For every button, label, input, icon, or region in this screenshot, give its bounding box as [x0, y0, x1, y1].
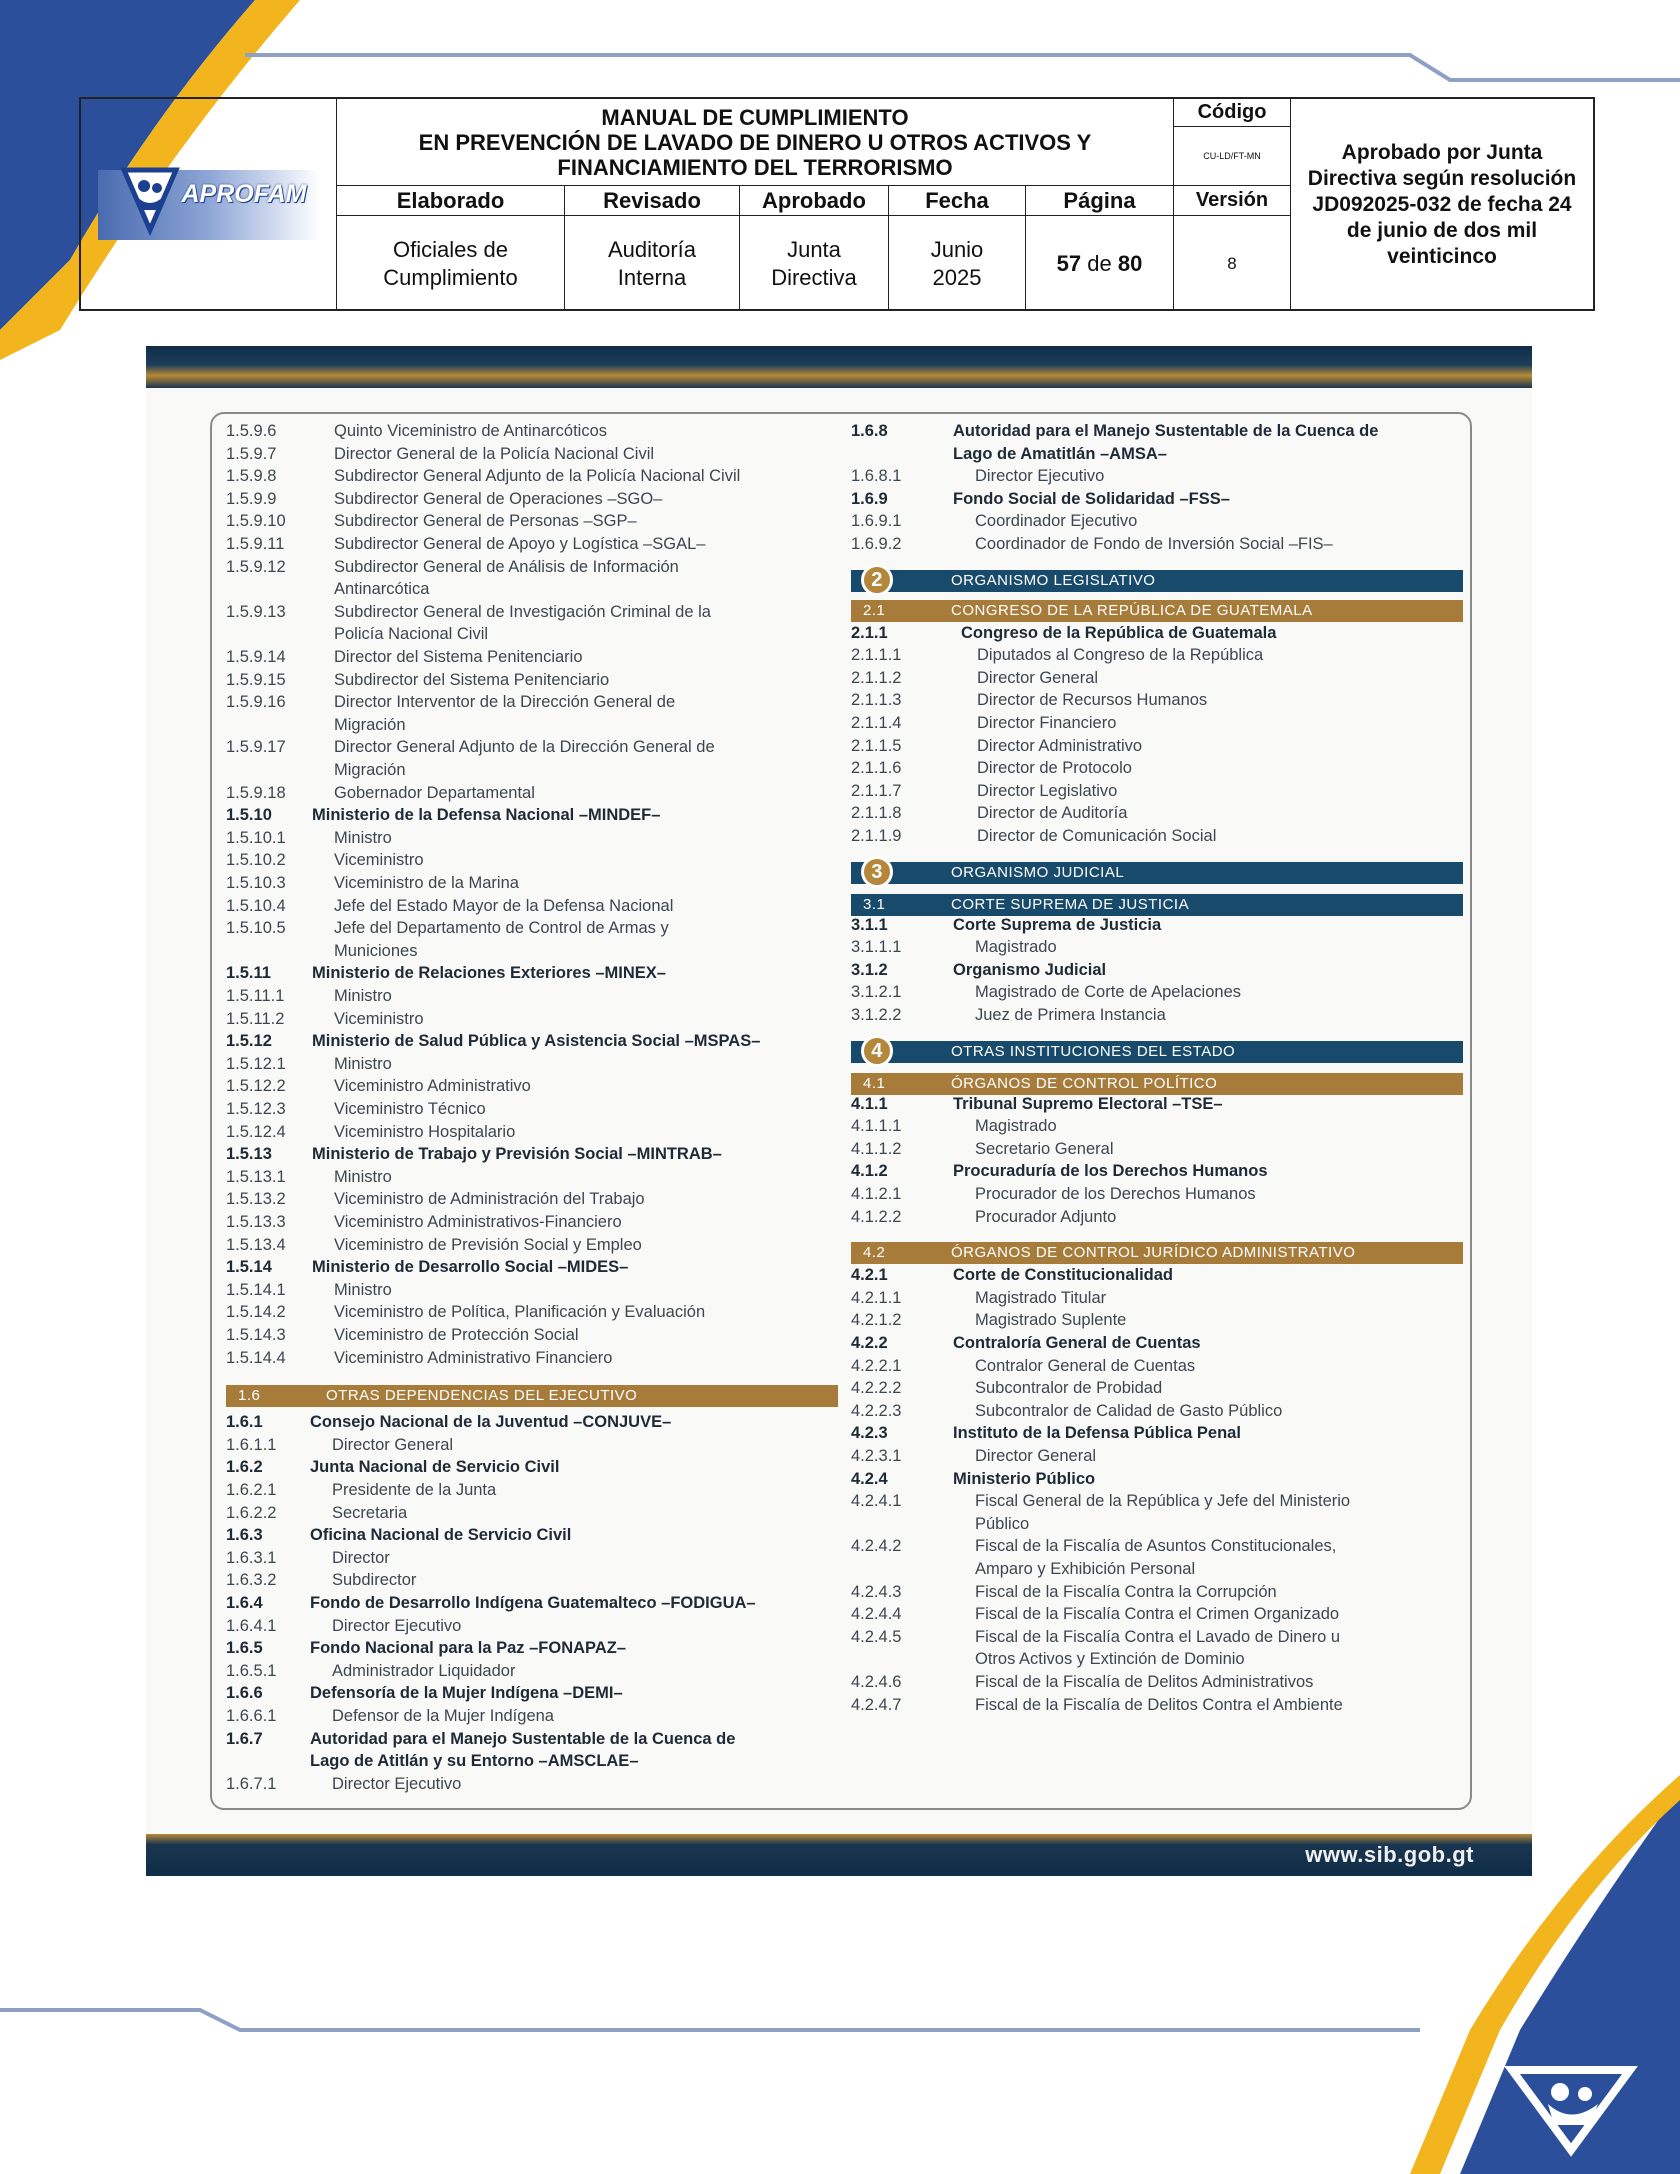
item-text: Director General — [975, 1447, 1097, 1465]
item-text: Procurador Adjunto — [975, 1207, 1117, 1226]
item-number: 1.5.14.1 — [226, 1280, 286, 1299]
version-label: Versión — [1174, 186, 1291, 216]
item-text-continued: Migración — [334, 760, 406, 779]
item-number: 1.5.13.3 — [226, 1213, 286, 1231]
item-number: 3.1.2 — [851, 960, 888, 979]
item-number: 1.5.9.13 — [226, 602, 286, 621]
item-number: 4.1.1.1 — [851, 1117, 902, 1136]
item-number: 4.2.4.5 — [851, 1627, 902, 1646]
item-number: 4.2.1 — [851, 1266, 888, 1285]
item-number: 1.6.7.1 — [226, 1774, 277, 1793]
item-text: Administrador Liquidador — [332, 1661, 516, 1680]
item-text: Subdirector General Adjunto de la Policía Nacional Civil — [334, 467, 741, 486]
item-number: 1.5.10.5 — [226, 919, 286, 938]
section-number: 2.1 — [863, 601, 886, 619]
item-text: Magistrado — [975, 1117, 1057, 1136]
item-number: 1.6.6 — [226, 1684, 263, 1703]
item-number: 4.2.4.4 — [851, 1605, 902, 1624]
item-number: 1.5.12.3 — [226, 1100, 286, 1118]
item-number: 1.6.7 — [226, 1729, 263, 1748]
item-text: Subdirector — [332, 1571, 417, 1590]
item-text: Fiscal de la Fiscalía Contra el Crimen Organizado — [975, 1605, 1340, 1624]
item-text: Director Ejecutivo — [332, 1774, 462, 1793]
item-number: 4.2.1.1 — [851, 1288, 902, 1307]
logo-cell — [81, 99, 337, 311]
right-column — [851, 422, 1461, 1802]
section-number: 1.6 — [238, 1387, 261, 1405]
title-line-2: EN PREVENCIÓN DE LAVADO DE DINERO U OTROS ACTIVOS Y — [418, 129, 1092, 155]
item-text-continued: Otros Activos y Extinción de Dominio — [975, 1650, 1245, 1669]
item-text: Director de Auditoría — [977, 804, 1128, 823]
version-value: 8 — [1174, 216, 1291, 311]
approval-note: Aprobado por Junta Directiva según resolución JD092025-032 de fecha 24 de junio de dos mil veinticinco — [1307, 141, 1577, 268]
item-text: Viceministro de Política, Planificación y Evaluación — [334, 1303, 706, 1322]
item-text: Subdirector General de Operaciones –SGO– — [334, 489, 663, 508]
item-number: 4.2.4.7 — [851, 1695, 902, 1714]
item-text: Secretaria — [332, 1503, 408, 1522]
item-number: 1.6.1 — [226, 1413, 263, 1432]
item-number: 2.1.1.6 — [851, 759, 902, 778]
item-number: 4.2.4 — [851, 1469, 888, 1488]
item-number: 1.5.11 — [226, 964, 271, 983]
item-number: 1.5.13.1 — [226, 1167, 286, 1186]
section-number-badge: 2 — [861, 564, 893, 596]
item-number: 4.2.4.1 — [851, 1492, 902, 1511]
item-text: Procuraduría de los Derechos Humanos — [953, 1162, 1268, 1181]
item-text: Viceministro — [334, 851, 424, 870]
codigo-value: CU-LD/FT-MN — [1174, 127, 1291, 186]
item-text: Fiscal de la Fiscalía de Delitos Contra el Ambiente — [975, 1695, 1343, 1714]
elaborado-value: Oficiales de Cumplimiento — [337, 216, 565, 311]
item-number: 4.1.1 — [851, 1094, 888, 1113]
item-text: Gobernador Departamental — [334, 783, 535, 802]
item-number: 1.5.9.14 — [226, 648, 286, 666]
item-text: Ministerio de Desarrollo Social –MIDES– — [312, 1258, 629, 1277]
item-number: 4.2.4.6 — [851, 1673, 902, 1691]
item-text: Director Legislativo — [977, 781, 1118, 800]
section-title: OTRAS INSTITUCIONES DEL ESTADO — [951, 1042, 1236, 1060]
item-text: Ministerio Público — [953, 1469, 1096, 1488]
item-text: Director Ejecutivo — [332, 1616, 462, 1635]
pagina-value — [1026, 216, 1174, 311]
item-text: Fiscal General de la República y Jefe del Ministerio — [975, 1492, 1351, 1511]
item-text: Diputados al Congreso de la República — [977, 646, 1264, 665]
item-number: 4.2.1.2 — [851, 1311, 902, 1330]
left-column — [226, 422, 826, 1802]
item-text: Magistrado Titular — [975, 1288, 1107, 1307]
item-number: 1.6.4 — [226, 1594, 263, 1612]
item-text: Viceministro de Administración del Trabajo — [334, 1190, 645, 1209]
section-number-badge: 3 — [861, 856, 893, 888]
item-text: Jefe del Departamento de Control de Armas y — [334, 919, 669, 938]
organism-header — [851, 862, 1463, 884]
title-line-1: MANUAL DE CUMPLIMIENTO — [601, 104, 909, 130]
item-number: 1.5.14.2 — [226, 1303, 286, 1322]
item-number: 3.1.1.1 — [851, 938, 902, 957]
document-header — [79, 97, 1595, 311]
item-number: 1.5.13.2 — [226, 1190, 286, 1209]
organism-header — [851, 1041, 1463, 1063]
item-number: 2.1.1.3 — [851, 691, 902, 710]
item-number: 3.1.2.2 — [851, 1006, 902, 1024]
item-number: 1.6.2 — [226, 1458, 263, 1477]
item-number: 4.2.2.2 — [851, 1379, 902, 1398]
item-text: Fiscal de la Fiscalía de Delitos Administrativos — [975, 1673, 1314, 1691]
section-header — [851, 1242, 1463, 1264]
item-text: Ministro — [334, 1167, 392, 1186]
item-number: 3.1.1 — [851, 915, 888, 934]
section-number: 3.1 — [863, 895, 886, 913]
item-text: Viceministro Administrativo Financiero — [334, 1348, 613, 1367]
item-text: Contraloría General de Cuentas — [953, 1334, 1201, 1352]
item-number: 2.1.1.8 — [851, 804, 902, 823]
section-header — [851, 600, 1463, 622]
item-number: 1.6.2.1 — [226, 1481, 277, 1499]
item-number: 1.5.9.15 — [226, 670, 286, 689]
section-header — [851, 1073, 1463, 1095]
item-number: 2.1.1.5 — [851, 736, 902, 755]
item-number: 1.6.2.2 — [226, 1503, 277, 1522]
item-text: Ministerio de la Defensa Nacional –MINDEF– — [312, 806, 661, 825]
item-text: Ministerio de Salud Pública y Asistencia Social –MSPAS– — [312, 1032, 761, 1051]
item-number: 4.2.2.3 — [851, 1401, 902, 1420]
item-number: 1.5.10.2 — [226, 851, 286, 870]
item-text: Autoridad para el Manejo Sustentable de la Cuenca de — [310, 1729, 736, 1748]
item-number: 4.1.2.1 — [851, 1185, 902, 1203]
item-number: 4.2.3.1 — [851, 1447, 902, 1465]
item-text: Junta Nacional de Servicio Civil — [310, 1458, 560, 1477]
item-text: Director Interventor de la Dirección General de — [334, 693, 676, 712]
item-text: Coordinador Ejecutivo — [975, 512, 1138, 531]
item-number: 1.5.14.4 — [226, 1348, 286, 1367]
item-text: Director — [332, 1548, 390, 1567]
organism-header — [851, 570, 1463, 592]
item-text: Secretario General — [975, 1139, 1114, 1158]
item-number: 1.5.11.2 — [226, 1009, 285, 1028]
item-number: 1.5.9.11 — [226, 535, 285, 553]
item-text: Presidente de la Junta — [332, 1481, 497, 1499]
revisado-value: Auditoría Interna — [565, 216, 740, 311]
item-text: Director General — [977, 668, 1099, 687]
item-text: Director del Sistema Penitenciario — [334, 648, 583, 666]
item-text: Ministerio de Trabajo y Previsión Social –MINTRAB– — [312, 1145, 722, 1164]
item-text: Viceministro Administrativos-Financiero — [334, 1213, 622, 1231]
scanned-listing — [146, 346, 1532, 1876]
item-number: 4.2.4.3 — [851, 1582, 902, 1601]
item-number: 1.5.10 — [226, 806, 272, 825]
revisado-label: Revisado — [565, 186, 740, 216]
footer-url: www.sib.gob.gt — [1305, 1842, 1474, 1867]
item-number: 1.5.11.1 — [226, 987, 285, 1005]
item-text: Director Financiero — [977, 714, 1117, 732]
item-number: 4.2.3 — [851, 1424, 888, 1443]
item-number: 1.5.13 — [226, 1145, 272, 1164]
item-text: Instituto de la Defensa Pública Penal — [953, 1424, 1241, 1443]
item-text: Fondo Social de Solidaridad –FSS– — [953, 489, 1230, 508]
item-number: 2.1.1.1 — [851, 646, 902, 665]
item-number: 4.1.2.2 — [851, 1207, 902, 1226]
item-text: Fondo de Desarrollo Indígena Guatemalteco –FODIGUA– — [310, 1594, 756, 1612]
item-text: Subdirector General de Análisis de Información — [334, 557, 679, 576]
item-text: Viceministro de Protección Social — [334, 1326, 579, 1344]
item-text: Congreso de la República de Guatemala — [961, 623, 1277, 642]
item-number: 1.5.9.6 — [226, 422, 277, 440]
section-number-badge: 4 — [861, 1035, 893, 1067]
item-text-continued: Policía Nacional Civil — [334, 625, 489, 644]
item-number: 1.6.9 — [851, 489, 888, 508]
item-number: 1.5.14.3 — [226, 1326, 286, 1344]
section-header — [226, 1385, 838, 1407]
item-text: Viceministro Hospitalario — [334, 1122, 516, 1141]
item-number: 1.5.9.16 — [226, 693, 286, 712]
item-text: Viceministro Administrativo — [334, 1077, 531, 1096]
item-number: 1.5.9.10 — [226, 512, 286, 531]
item-text: Director Ejecutivo — [975, 467, 1105, 486]
item-text-continued: Público — [975, 1514, 1030, 1533]
item-text: Ministerio de Relaciones Exteriores –MINEX– — [312, 964, 666, 983]
item-number: 2.1.1.4 — [851, 714, 902, 732]
title-cell — [337, 99, 1174, 186]
item-text: Corte de Constitucionalidad — [953, 1266, 1174, 1285]
item-number: 4.2.4.2 — [851, 1537, 902, 1556]
section-title: ÓRGANOS DE CONTROL POLÍTICO — [951, 1074, 1218, 1092]
item-text: Viceministro de la Marina — [334, 874, 519, 892]
item-number: 1.6.5 — [226, 1639, 263, 1658]
item-text: Director General Adjunto de la Dirección General de — [334, 738, 715, 757]
item-text: Defensoría de la Mujer Indígena –DEMI– — [310, 1684, 623, 1703]
codigo-label: Código — [1174, 99, 1291, 127]
item-number: 1.5.10.1 — [226, 828, 286, 847]
item-number: 1.5.12.4 — [226, 1122, 286, 1141]
item-text: Subdirector General de Personas –SGP– — [334, 512, 637, 531]
item-number: 1.6.9.1 — [851, 512, 902, 531]
item-text: Quinto Viceministro de Antinarcóticos — [334, 422, 607, 440]
item-text: Director General — [332, 1435, 454, 1454]
item-text: Director de Comunicación Social — [977, 827, 1217, 845]
item-number: 1.5.9.8 — [226, 467, 277, 486]
section-title: CORTE SUPREMA DE JUSTICIA — [951, 895, 1190, 913]
item-text: Viceministro — [334, 1009, 424, 1028]
item-text: Subcontralor de Probidad — [975, 1379, 1163, 1398]
item-number: 2.1.1.7 — [851, 781, 902, 800]
item-number: 1.5.9.12 — [226, 557, 286, 576]
aprofam-logo — [98, 170, 320, 240]
item-number: 2.1.1 — [851, 623, 888, 642]
item-number: 1.6.3.2 — [226, 1571, 277, 1590]
item-text: Viceministro Técnico — [334, 1100, 486, 1118]
item-text: Subdirector General de Apoyo y Logística –SGAL– — [334, 535, 706, 553]
item-number: 1.5.12.1 — [226, 1054, 286, 1073]
section-title: OTRAS DEPENDENCIAS DEL EJECUTIVO — [326, 1387, 638, 1405]
item-number: 1.6.3 — [226, 1526, 263, 1545]
item-text: Subcontralor de Calidad de Gasto Público — [975, 1401, 1283, 1420]
pagina-current: 57 — [1056, 250, 1082, 276]
item-text: Ministro — [334, 828, 392, 847]
item-number: 1.5.14 — [226, 1258, 272, 1277]
item-text: Procurador de los Derechos Humanos — [975, 1185, 1256, 1203]
item-number: 4.1.2 — [851, 1162, 888, 1181]
item-number: 1.5.9.7 — [226, 444, 277, 463]
item-number: 1.5.10.3 — [226, 874, 286, 892]
item-text: Ministro — [334, 1054, 392, 1073]
item-text: Autoridad para el Manejo Sustentable de la Cuenca de — [953, 422, 1379, 440]
item-text: Fiscal de la Fiscalía Contra la Corrupción — [975, 1582, 1277, 1601]
item-text-continued: Antinarcótica — [334, 580, 430, 599]
item-text: Jefe del Estado Mayor de la Defensa Nacional — [334, 896, 674, 915]
aprobado-value: Junta Directiva — [740, 216, 889, 311]
item-text: Fiscal de la Fiscalía Contra el Lavado de Dinero u — [975, 1627, 1341, 1646]
item-text: Magistrado — [975, 938, 1057, 957]
item-text-continued: Lago de Atitlán y su Entorno –AMSCLAE– — [310, 1752, 639, 1771]
item-text: Consejo Nacional de la Juventud –CONJUVE– — [310, 1413, 672, 1432]
item-text: Subdirector General de Investigación Criminal de la — [334, 602, 711, 621]
item-number: 1.6.9.2 — [851, 535, 902, 553]
item-number: 4.2.2.1 — [851, 1356, 902, 1375]
bottom-band — [146, 1834, 1532, 1876]
section-title: ORGANISMO LEGISLATIVO — [951, 571, 1156, 589]
item-text: Ministro — [334, 1280, 392, 1299]
pagina-label: Página — [1026, 186, 1174, 216]
item-number: 1.6.5.1 — [226, 1661, 277, 1680]
item-number: 1.5.13.4 — [226, 1235, 286, 1254]
item-text-continued: Migración — [334, 715, 406, 734]
aprofam-logo-mark — [120, 164, 180, 236]
section-title: ORGANISMO JUDICIAL — [951, 863, 1125, 881]
item-number: 1.6.6.1 — [226, 1707, 277, 1725]
item-text-continued: Municiones — [334, 941, 418, 960]
item-number: 1.5.10.4 — [226, 896, 286, 915]
item-text: Magistrado Suplente — [975, 1311, 1127, 1330]
item-text: Fiscal de la Fiscalía de Asuntos Constitucionales, — [975, 1537, 1337, 1556]
item-number: 1.6.3.1 — [226, 1548, 277, 1567]
item-text-continued: Amparo y Exhibición Personal — [975, 1559, 1196, 1578]
fecha-value: Junio 2025 — [889, 216, 1026, 311]
item-text: Oficina Nacional de Servicio Civil — [310, 1526, 572, 1545]
item-text: Ministro — [334, 987, 392, 1005]
fecha-label: Fecha — [889, 186, 1026, 216]
item-number: 2.1.1.9 — [851, 827, 902, 845]
item-text: Defensor de la Mujer Indígena — [332, 1707, 554, 1725]
top-band — [146, 346, 1532, 388]
elaborado-label: Elaborado — [337, 186, 565, 216]
item-text: Tribunal Supremo Electoral –TSE– — [953, 1094, 1223, 1113]
item-number: 1.6.1.1 — [226, 1435, 277, 1454]
pagina-total: 80 — [1117, 250, 1143, 276]
item-number: 1.6.8 — [851, 422, 888, 440]
item-text-continued: Lago de Amatitlán –AMSA– — [953, 444, 1167, 463]
section-number: 4.1 — [863, 1074, 886, 1092]
item-number: 4.1.1.2 — [851, 1139, 902, 1158]
item-text: Viceministro de Previsión Social y Empleo — [334, 1235, 642, 1254]
item-number: 4.2.2 — [851, 1334, 888, 1352]
title-line-3: FINANCIAMIENTO DEL TERRORISMO — [557, 154, 953, 180]
item-number: 1.6.8.1 — [851, 467, 902, 486]
item-text: Director General de la Policía Nacional Civil — [334, 444, 655, 463]
logo-text: APROFAM — [181, 179, 307, 208]
item-text: Director de Recursos Humanos — [977, 691, 1208, 710]
item-number: 1.5.9.18 — [226, 783, 286, 802]
item-text: Juez de Primera Instancia — [975, 1006, 1166, 1024]
item-number: 1.5.9.9 — [226, 489, 277, 508]
item-text: Director de Protocolo — [977, 759, 1132, 778]
item-number: 1.6.4.1 — [226, 1616, 277, 1635]
aprobado-label: Aprobado — [740, 186, 889, 216]
section-title: CONGRESO DE LA REPÚBLICA DE GUATEMALA — [951, 601, 1313, 619]
item-text: Director Administrativo — [977, 736, 1143, 755]
item-number: 1.5.12 — [226, 1032, 272, 1051]
section-header — [851, 894, 1463, 916]
item-number: 1.5.12.2 — [226, 1077, 286, 1096]
item-text: Subdirector del Sistema Penitenciario — [334, 670, 610, 689]
item-text: Organismo Judicial — [953, 960, 1107, 979]
section-number: 4.2 — [863, 1244, 886, 1262]
item-number: 2.1.1.2 — [851, 668, 902, 687]
item-text: Contralor General de Cuentas — [975, 1356, 1196, 1375]
section-title: ÓRGANOS DE CONTROL JURÍDICO ADMINISTRATIVO — [951, 1244, 1356, 1262]
item-number: 3.1.2.1 — [851, 983, 902, 1002]
pagina-of: de — [1087, 250, 1112, 276]
item-text: Coordinador de Fondo de Inversión Social –FIS– — [975, 535, 1333, 553]
item-text: Corte Suprema de Justicia — [953, 915, 1162, 934]
item-text: Fondo Nacional para la Paz –FONAPAZ– — [310, 1639, 627, 1658]
item-text: Magistrado de Corte de Apelaciones — [975, 983, 1241, 1002]
item-number: 1.5.9.17 — [226, 738, 286, 757]
